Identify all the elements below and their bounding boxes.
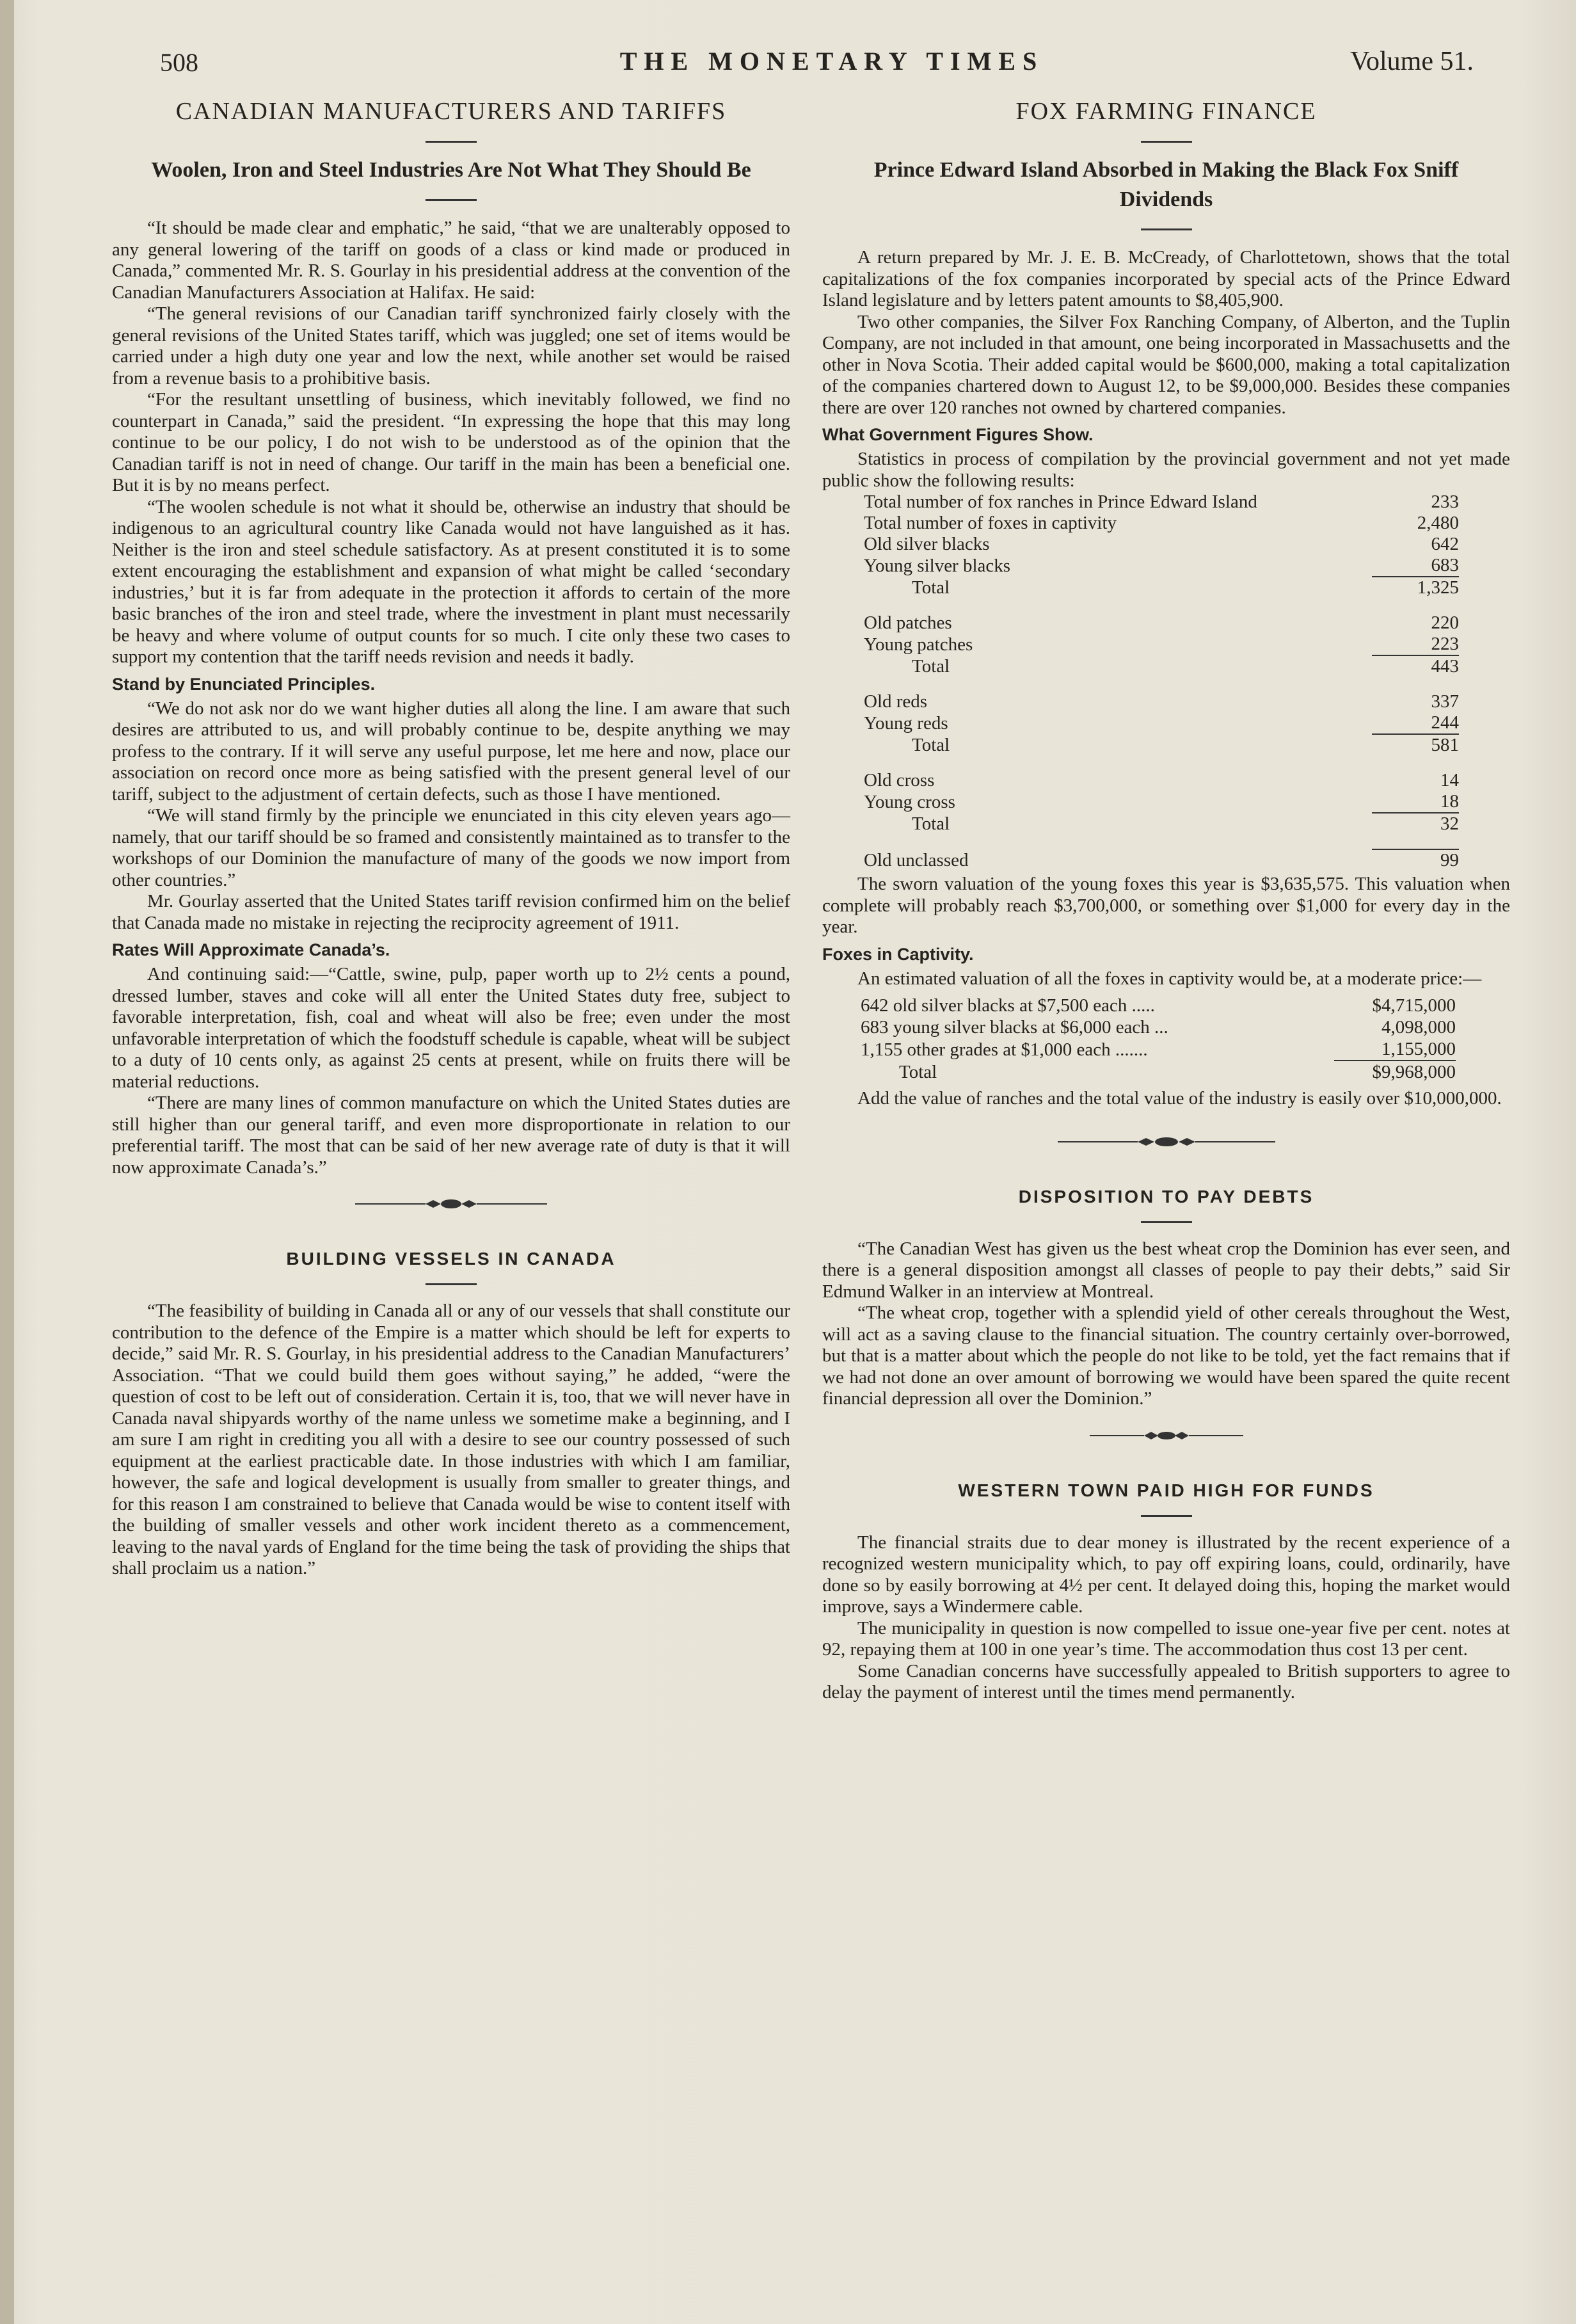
paragraph: The municipality in question is now compelled to issue one-year five per cent. notes at 92, repaying them at 100 in one year’s time. The accommodation thus cost 13 per cent. xyxy=(822,1617,1510,1660)
paragraph: A return prepared by Mr. J. E. B. McCready, of Charlottetown, shows that the total capitalizations of the fox companies incorporated by special acts of the Prince Edward Island legislature and by letters patent amounts to $8,405,900. xyxy=(822,247,1510,310)
paragraph: And continuing said:—“Cattle, swine, pulp, paper worth up to 2½ cents a pound, dressed lumber, staves and coke will all enter the United States duty free, subject to favorable interpretation, fish, coal and wheat will also be free; even under the most unfavorable interpretation of which the foodstuff schedule is capable, wheat will be subject to a duty of 10 cents only, as against 25 cents at present, while on fruits there will be material reductions. xyxy=(112,964,790,1092)
row-value: 32 xyxy=(1440,813,1459,834)
title-rule xyxy=(1141,141,1192,143)
subtitle-rule xyxy=(1141,228,1192,230)
row-label: Old reds xyxy=(864,691,928,712)
row-value: 4,098,000 xyxy=(1381,1017,1456,1038)
paragraph: “The wheat crop, together with a splendid yield of other cereals throughout the West, will act as a saving clause to the financial situation. The country certainly over-borrowed, but that is a matter about which the people do not like to be told, yet the fact remains that if we had not done an over amount of borrowing we would have been spared the quite recent financial depression all over the Dominion.” xyxy=(822,1302,1510,1409)
paragraph: “There are many lines of common manufacture on which the United States duties are still higher than our general tariff, and even more disproportionate in relation to our preferential tariff. The most that can be said of her new average rate of duty is that it will now approximate Canada’s.” xyxy=(112,1093,790,1178)
table-row xyxy=(864,770,1459,791)
row-label: Old silver blacks xyxy=(864,534,990,554)
table-row xyxy=(864,634,1459,655)
row-label: Young reds xyxy=(864,713,948,733)
table-row xyxy=(864,735,1459,756)
article-title: BUILDING VESSELS IN CANADA xyxy=(286,1249,616,1269)
paragraph: The sworn valuation of the young foxes this year is $3,635,575. This valuation when complete will probably reach $3,700,000, or something over $1,000 for every day in the year. xyxy=(822,874,1510,937)
ornament-divider xyxy=(112,1198,790,1217)
paragraph: “It should be made clear and emphatic,” he said, “that we are unalterably opposed to any general lowering of the tariff on goods of a class or kind made or produced in Canada,” commented Mr. R. S. Gourlay in his presidential address at the convention of the Canadian Manufacturers Association at Halifax. He said: xyxy=(112,218,790,303)
row-label: Young silver blacks xyxy=(864,556,1011,576)
page-spine xyxy=(0,0,14,2324)
paragraph: “For the resultant unsettling of business, which inevitably followed, we find no counterpart in Canada,” said the president. “In expressing the hope that this may long continue to be our policy, I do not wish to be understood as of the opinion that the Canadian tariff is not in need of change. Our tariff in the main has been a beneficial one. But it is by no means perfect. xyxy=(112,389,790,495)
section-heading: Rates Will Approximate Canada’s. xyxy=(112,940,390,959)
row-value: 2,480 xyxy=(1417,513,1459,533)
row-label: Total xyxy=(899,1062,937,1082)
section-heading: Foxes in Captivity. xyxy=(822,944,974,964)
row-value: 337 xyxy=(1431,691,1459,712)
paragraph: The financial straits due to dear money is illustrated by the recent experience of a recognized western municipality which, to pay off expiring loans, could, ordinarily, have done so by easily borrowing at 4½ per cent. It delayed doing this, hoping the market would improve, says a Windermere cable. xyxy=(822,1532,1510,1617)
article-subtitle: Woolen, Iron and Steel Industries Are Not What They Should Be xyxy=(151,158,751,182)
table-row xyxy=(861,1016,1456,1038)
row-label: Total xyxy=(912,577,950,598)
row-value: 683 xyxy=(1431,555,1459,575)
row-label: Old patches xyxy=(864,613,952,633)
table-row xyxy=(864,613,1459,634)
paragraph: Add the value of ranches and the total value of the industry is easily over $10,000,000. xyxy=(857,1088,1502,1109)
row-label: Young cross xyxy=(864,792,955,812)
row-label: 1,155 other grades at $1,000 each ....... xyxy=(861,1039,1148,1060)
valuation-table xyxy=(861,995,1456,1083)
table-row xyxy=(864,492,1459,513)
table-row xyxy=(864,712,1459,734)
row-value: 99 xyxy=(1440,850,1459,870)
row-label: Total number of foxes in captivity xyxy=(864,513,1117,533)
ornament-divider xyxy=(822,1429,1510,1448)
volume-label: Volume 51. xyxy=(1350,47,1474,76)
paragraph: Two other companies, the Silver Fox Ranching Company, of Alberton, and the Tuplin Company, are not included in that amount, one being incorporated in Massachusetts and the other in Nova Scotia. Their added capital would be $600,000, making a total capitalization of the companies chartered down to August 12, to be $9,000,000. Besides these companies there are over 120 ranches not owned by chartered companies. xyxy=(822,311,1510,418)
article-title: CANADIAN MANUFACTURERS AND TARIFFS xyxy=(175,98,727,125)
table-row xyxy=(861,995,1456,1016)
paragraph: “We will stand firmly by the principle we enunciated in this city eleven years ago—namely, that our tariff should be so framed and consistently maintained as to transfer to the workshops of our Dominion the manufacture of many of the goods we now import from other countries.” xyxy=(112,805,790,890)
paragraph: “We do not ask nor do we want higher duties all along the line. I am aware that such desires are attributed to us, and will probably continue to be, despite anything we may profess to the contrary. If it will serve any useful purpose, let me here and now, place our association on record once more as being satisfied with the present general level of our tariff, subject to the adjustment of certain defects, such as those I have mentioned. xyxy=(112,698,790,805)
row-value: 223 xyxy=(1431,634,1459,654)
row-value: 233 xyxy=(1431,492,1459,512)
row-value: 244 xyxy=(1431,712,1459,733)
table-row xyxy=(861,1061,1456,1083)
row-label: Total xyxy=(912,813,950,834)
section-heading: Stand by Enunciated Principles. xyxy=(112,674,376,694)
table-row xyxy=(864,850,1459,871)
article-title: FOX FARMING FINANCE xyxy=(1015,98,1317,125)
paragraph: Some Canadian concerns have successfully appealed to British supporters to agree to delay the payment of interest until the times mend permanently. xyxy=(822,1660,1510,1703)
paragraph: “The Canadian West has given us the best wheat crop the Dominion has ever seen, and there is a general disposition amongst all classes of people to pay their debts,” said Sir Edmund Walker in an interview at Montreal. xyxy=(822,1238,1510,1302)
table-row xyxy=(864,534,1459,555)
page-number: 508 xyxy=(160,48,198,77)
ornament-divider xyxy=(822,1135,1510,1155)
row-value: 642 xyxy=(1431,534,1459,554)
row-value: 220 xyxy=(1431,613,1459,633)
row-value: 581 xyxy=(1431,735,1459,755)
row-value: 1,325 xyxy=(1417,577,1459,598)
paragraph: Statistics in process of compilation by the provincial government and not yet made public show the following results: xyxy=(822,449,1510,491)
subtitle-rule xyxy=(426,199,477,201)
row-label: Total number of fox ranches in Prince Edward Island xyxy=(864,492,1257,512)
row-value: 443 xyxy=(1431,656,1459,677)
table-row xyxy=(864,513,1459,534)
row-value: 18 xyxy=(1440,791,1459,812)
paragraph: Mr. Gourlay asserted that the United States tariff revision confirmed him on the belief that Canada made no mistake in rejecting the reciprocity agreement of 1911. xyxy=(112,891,790,933)
row-label: Old cross xyxy=(864,770,935,790)
row-label: Old unclassed xyxy=(864,850,969,870)
row-label: 683 young silver blacks at $6,000 each ... xyxy=(861,1017,1168,1038)
row-value: 1,155,000 xyxy=(1381,1039,1456,1059)
row-value: $4,715,000 xyxy=(1372,995,1456,1016)
title-rule xyxy=(1141,1221,1192,1223)
paragraph: “The general revisions of our Canadian tariff synchronized fairly closely with the general revisions of the United States tariff, which was juggled; one set of items would be carried under a high duty one year and low the next, while another set would be raised from a revenue basis to a prohibitive basis. xyxy=(112,303,790,389)
article-subtitle: Prince Edward Island Absorbed in Making the Black Fox Sniff Dividends xyxy=(873,158,1459,211)
paragraph: An estimated valuation of all the foxes in captivity would be, at a moderate price:— xyxy=(857,968,1482,989)
row-label: Total xyxy=(912,656,950,677)
fox-statistics-table xyxy=(864,492,1459,871)
right-column xyxy=(822,90,1510,1704)
article-title: DISPOSITION TO PAY DEBTS xyxy=(1018,1186,1314,1206)
article-title: WESTERN TOWN PAID HIGH FOR FUNDS xyxy=(958,1480,1374,1500)
publication-title: THE MONETARY TIMES xyxy=(619,47,1044,76)
row-label: 642 old silver blacks at $7,500 each ..... xyxy=(861,995,1155,1016)
row-value: $9,968,000 xyxy=(1372,1062,1456,1082)
paragraph: “The feasibility of building in Canada all or any of our vessels that shall constitute our contribution to the defence of the Empire is a matter which should be left for experts to decide,” said Mr. R. S. Gourlay, in his presidential address to the Canadian Manufacturers’ Association. “That we could build them goes without saying,” he added, “were the question of cost to be left out of consideration. Certain it is, too, that we will never have in Canada naval shipyards worthy of the name unless we sometime make a beginning, and I am sure I am right in crediting you all with a desire to see our country possessed of such equipment at the earliest practicable date. In those industries with which I am familiar, however, the safe and logical development is usually from smaller to greater things, and for this reason I am constrained to believe that Canada would be wise to content itself with the building of smaller vessels and other work incident thereto as a commencement, leaving to the naval yards of England for the time being the task of providing the ships that shall proclaim us a nation.” xyxy=(112,1301,790,1578)
table-row xyxy=(864,691,1459,712)
row-label: Total xyxy=(912,735,950,755)
paragraph: “The woolen schedule is not what it should be, otherwise an industry that should be indigenous to an agricultural country like Canada would not have languished as it has. Neither is the iron and steel schedule satisfactory. As at present constituted it is to some extent encouraging the establishment and expansion of what might be called ‘secondary industries,’ but it is far from adequate in the protection it affords to certain of the more basic branches of the iron and steel trade, where the investment in plant must necessarily be heavy and where volume of output counts for so much. I cite only these two cases to support my contention that the tariff needs revision and needs it badly. xyxy=(112,496,790,667)
table-row xyxy=(861,1038,1456,1061)
left-column xyxy=(112,90,790,1580)
title-rule xyxy=(1141,1515,1192,1517)
row-label: Young patches xyxy=(864,634,973,655)
title-rule xyxy=(426,1283,477,1285)
title-rule xyxy=(426,141,477,143)
row-value: 14 xyxy=(1440,770,1459,790)
section-heading: What Government Figures Show. xyxy=(822,425,1094,444)
table-row xyxy=(864,791,1459,813)
table-row xyxy=(864,555,1459,577)
table-row xyxy=(864,656,1459,677)
table-row xyxy=(864,813,1459,835)
table-row xyxy=(864,577,1459,598)
